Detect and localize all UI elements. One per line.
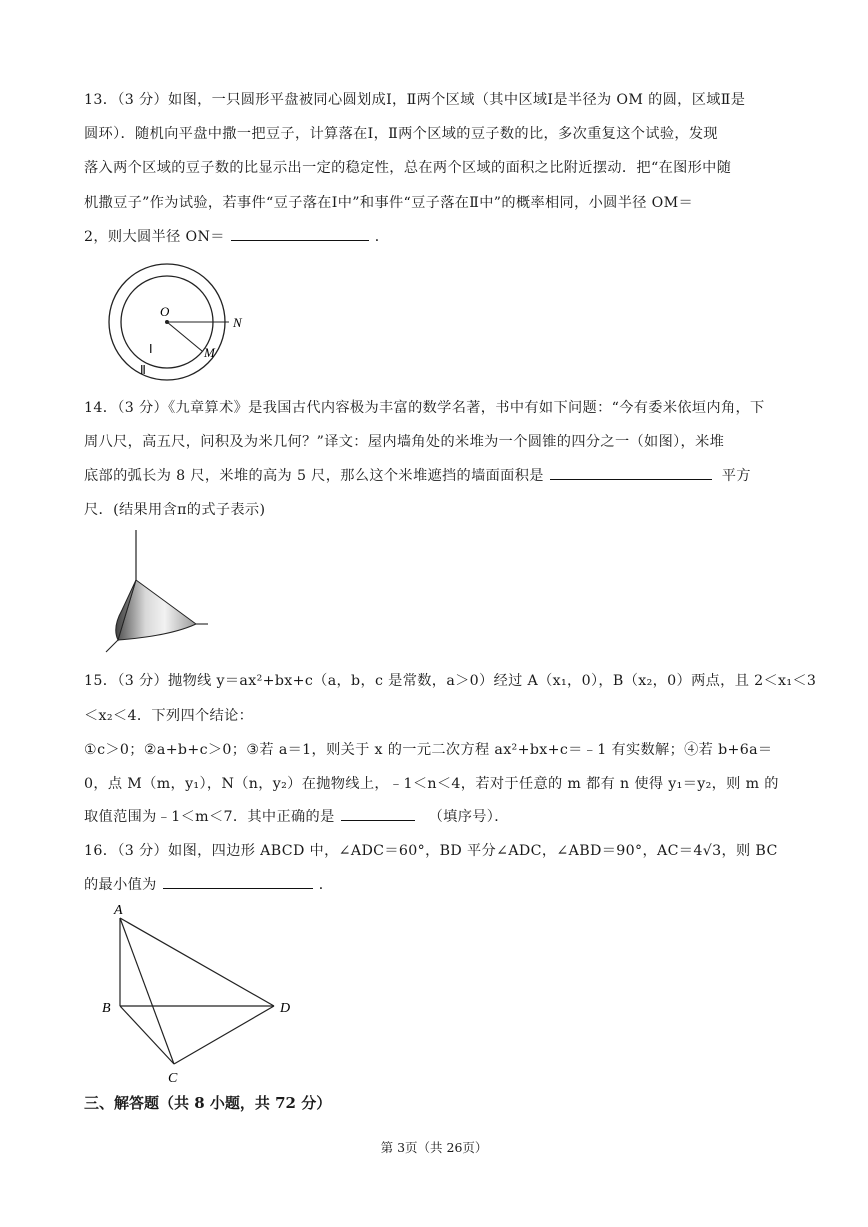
q14-line-4: 尺．(结果用含π的式子表示) xyxy=(84,502,266,518)
q16-line-2-text: 的最小值为 xyxy=(84,877,157,893)
q13-line-2: 圆环）．随机向平盘中撒一把豆子，计算落在Ⅰ，Ⅱ两个区域的豆子数的比，多次重复这个试验，发现 xyxy=(84,126,718,142)
q13-concentric-circles-figure xyxy=(100,260,260,386)
q13-line-5-end: ． xyxy=(374,229,390,245)
q16-quadrilateral-figure xyxy=(98,900,298,1088)
q15-line-5-text: 取值范围为﹣1＜m＜7．其中正确的是 xyxy=(84,809,335,825)
q15-line-5-end: （填序号）． xyxy=(428,809,509,825)
section-3-heading: 三、解答题（共 8 小题，共 72 分） xyxy=(84,1094,332,1112)
q14-line-3-end: 平方 xyxy=(721,468,751,484)
q14-line-1: 14．（3 分）《九章算术》是我国古代内容极为丰富的数学名著，书中有如下问题：“今有委米依垣内角，下 xyxy=(84,400,765,416)
q13-answer-blank[interactable] xyxy=(231,226,369,241)
q14-line-2: 周八尺，高五尺，问积及为米几何？”译文：屋内墙角处的米堆为一个圆锥的四分之一（如图），米堆 xyxy=(84,434,725,450)
label-region-II: Ⅱ xyxy=(140,363,146,377)
q15-line-3: ①c＞0；②a+b+c＞0；③若 a＝1，则关于 x 的一元二次方程 ax²+bx+c＝﹣1 有实数解；④若 b+6a＝ xyxy=(84,742,773,758)
page-footer: 第 3页（共 26页） xyxy=(380,1140,488,1155)
q16-line-2-end: ． xyxy=(318,877,334,893)
label-region-I: Ⅰ xyxy=(149,342,153,356)
q13-line-1: 13．（3 分）如图，一只圆形平盘被同心圆划成Ⅰ，Ⅱ两个区域（其中区域Ⅰ是半径为 OM 的圆，区域Ⅱ是 xyxy=(84,92,746,108)
q13-line-3: 落入两个区域的豆子数的比显示出一定的稳定性，总在两个区域的面积之比附近摆动．把“在图形中随 xyxy=(84,160,732,176)
q14-line-3-text: 底部的弧长为 8 尺，米堆的高为 5 尺，那么这个米堆遮挡的墙面面积是 xyxy=(84,468,544,484)
label-B: B xyxy=(102,1001,111,1016)
q13-line-4: 机撒豆子”作为试验，若事件“豆子落在Ⅰ中”和事件“豆子落在Ⅱ中”的概率相同，小圆半径 OM＝ xyxy=(84,195,694,211)
label-C: C xyxy=(168,1071,178,1086)
q15-line-1: 15．（3 分）抛物线 y＝ax²+bx+c（a，b，c 是常数，a＞0）经过 A（x₁，0），B（x₂，0）两点，且 2＜x₁＜3 xyxy=(84,673,817,689)
label-N: N xyxy=(233,315,242,330)
q14-line-3 xyxy=(84,465,788,487)
q13-line-5-text: 2，则大圆半径 ON＝ xyxy=(84,229,225,245)
q14-answer-blank[interactable] xyxy=(550,465,712,480)
q13-line-5 xyxy=(84,226,788,248)
label-D: D xyxy=(280,1001,291,1016)
q16-line-2 xyxy=(84,874,788,896)
q15-line-4: 0，点 M（m，y₁），N（n，y₂）在抛物线上，﹣1＜n＜4，若对于任意的 m 都有 n 使得 y₁＝y₂，则 m 的 xyxy=(84,776,779,792)
q15-line-5 xyxy=(84,806,788,828)
q15-answer-blank[interactable] xyxy=(341,806,415,821)
label-A: A xyxy=(114,903,123,918)
q14-quarter-cone-figure xyxy=(100,528,212,656)
q15-line-2: ＜x₂＜4．下列四个结论： xyxy=(84,708,254,724)
q16-answer-blank[interactable] xyxy=(163,874,313,889)
q16-line-1: 16．（3 分）如图，四边形 ABCD 中，∠ADC＝60°，BD 平分∠ADC，∠ABD＝90°，AC＝4√3，则 BC xyxy=(84,843,778,859)
label-M: M xyxy=(204,345,215,360)
label-O: O xyxy=(160,304,170,319)
